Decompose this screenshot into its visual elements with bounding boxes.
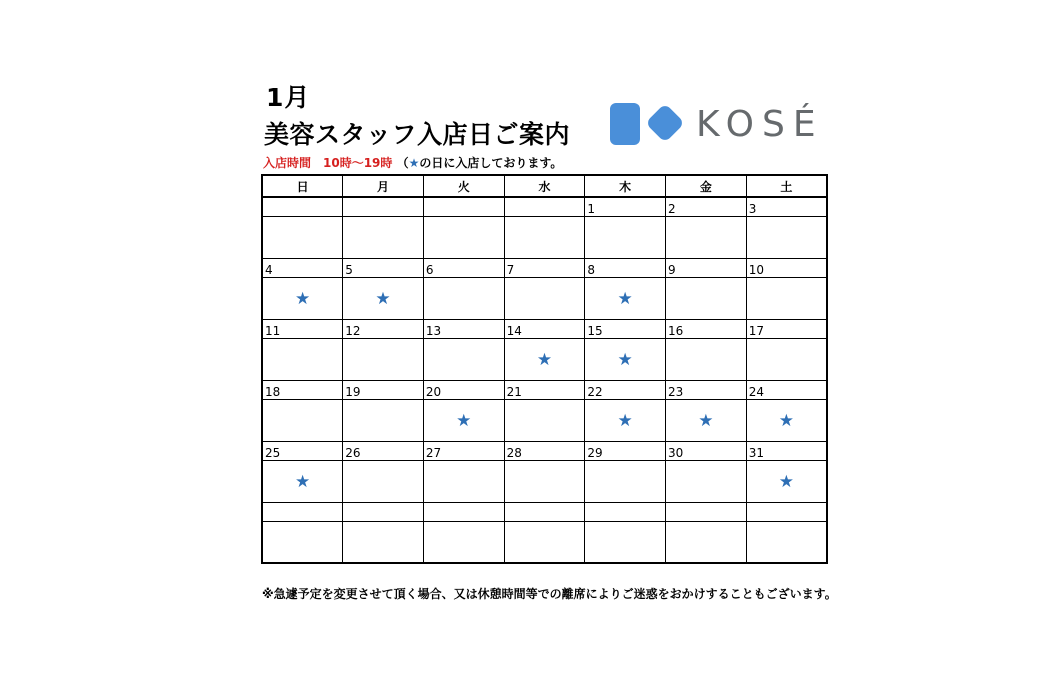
star-icon: ★: [423, 400, 504, 442]
star-icon: ★: [666, 400, 747, 442]
day-number: 12: [343, 320, 424, 339]
week-mark-row: [262, 461, 827, 503]
star-icon: ★: [343, 278, 424, 320]
day-number: 5: [343, 259, 424, 278]
week-mark-row: [262, 217, 827, 259]
weekday-wed: 水: [504, 175, 585, 197]
star-icon: [262, 339, 343, 381]
weekday-thu: 木: [585, 175, 666, 197]
star-icon: [666, 217, 747, 259]
weekday-mon: 月: [343, 175, 424, 197]
star-icon: [666, 278, 747, 320]
day-number: 31: [746, 442, 827, 461]
day-number: 28: [504, 442, 585, 461]
day-number: 6: [423, 259, 504, 278]
star-icon: [746, 339, 827, 381]
star-icon: ★: [262, 278, 343, 320]
star-icon: [343, 217, 424, 259]
star-icon: ★: [585, 339, 666, 381]
star-icon: [746, 522, 827, 564]
day-number: [746, 503, 827, 522]
star-icon: ★: [585, 400, 666, 442]
weekday-sat: 土: [746, 175, 827, 197]
month-heading: 1月: [266, 83, 311, 112]
star-icon: [262, 522, 343, 564]
star-icon: [585, 461, 666, 503]
hours-suffix: の日に入店しております。: [419, 156, 563, 170]
weekday-sun: 日: [262, 175, 343, 197]
day-number: 17: [746, 320, 827, 339]
day-number: [423, 503, 504, 522]
logo-square-icon: [610, 103, 640, 145]
hours-label: 入店時間 10時～19時: [263, 156, 393, 170]
day-number: 13: [423, 320, 504, 339]
day-number: 27: [423, 442, 504, 461]
week-mark-row: [262, 400, 827, 442]
hours-notice: [263, 154, 562, 171]
star-icon: [746, 278, 827, 320]
star-icon: [343, 400, 424, 442]
star-icon: [504, 400, 585, 442]
star-icon: [666, 461, 747, 503]
star-icon: [504, 461, 585, 503]
week-date-row: [262, 320, 827, 339]
day-number: 1: [585, 197, 666, 217]
page-title: 美容スタッフ入店日ご案内: [264, 120, 571, 149]
star-icon: [746, 217, 827, 259]
day-number: 25: [262, 442, 343, 461]
day-number: 22: [585, 381, 666, 400]
day-number: 15: [585, 320, 666, 339]
day-number: 19: [343, 381, 424, 400]
week-mark-row: [262, 339, 827, 381]
day-number: 30: [666, 442, 747, 461]
star-icon: [423, 217, 504, 259]
weekday-fri: 金: [666, 175, 747, 197]
star-icon: [262, 400, 343, 442]
week-mark-row: [262, 278, 827, 320]
day-number: 29: [585, 442, 666, 461]
star-icon: [585, 522, 666, 564]
star-icon: [585, 217, 666, 259]
week-date-row: [262, 503, 827, 522]
star-icon: [423, 522, 504, 564]
day-number: 16: [666, 320, 747, 339]
day-number: 4: [262, 259, 343, 278]
logo-diamond-icon: [646, 104, 684, 142]
star-icon: [262, 217, 343, 259]
day-number: [423, 197, 504, 217]
kose-logo: [610, 101, 825, 147]
day-number: 7: [504, 259, 585, 278]
day-number: [343, 197, 424, 217]
week-mark-row: [262, 522, 827, 564]
star-icon: ★: [746, 400, 827, 442]
footer-note: ※急遽予定を変更させて頂く場合、又は休憩時間等での離席によりご迷惑をおかけすることもございます。: [262, 587, 837, 601]
day-number: 14: [504, 320, 585, 339]
day-number: 9: [666, 259, 747, 278]
star-icon: ★: [408, 156, 420, 170]
star-icon: [423, 339, 504, 381]
day-number: 24: [746, 381, 827, 400]
star-icon: [666, 522, 747, 564]
star-icon: ★: [585, 278, 666, 320]
weekday-header-row: [262, 175, 827, 197]
week-date-row: [262, 381, 827, 400]
week-date-row: [262, 259, 827, 278]
day-number: 18: [262, 381, 343, 400]
star-icon: ★: [262, 461, 343, 503]
star-icon: [504, 522, 585, 564]
week-date-row: [262, 442, 827, 461]
star-icon: [666, 339, 747, 381]
day-number: 11: [262, 320, 343, 339]
star-icon: [343, 461, 424, 503]
star-icon: [343, 522, 424, 564]
star-icon: [504, 217, 585, 259]
day-number: 10: [746, 259, 827, 278]
star-icon: [504, 278, 585, 320]
day-number: 26: [343, 442, 424, 461]
logo-wordmark: KOSÉ: [696, 104, 824, 145]
day-number: [504, 503, 585, 522]
day-number: 20: [423, 381, 504, 400]
weekday-tue: 火: [423, 175, 504, 197]
star-icon: ★: [504, 339, 585, 381]
hours-paren: （: [396, 156, 409, 170]
day-number: 8: [585, 259, 666, 278]
day-number: 21: [504, 381, 585, 400]
day-number: [343, 503, 424, 522]
day-number: [262, 503, 343, 522]
star-icon: [423, 461, 504, 503]
calendar-table: [261, 174, 828, 564]
day-number: 23: [666, 381, 747, 400]
day-number: [585, 503, 666, 522]
star-icon: [423, 278, 504, 320]
week-date-row: [262, 197, 827, 217]
day-number: [504, 197, 585, 217]
star-icon: ★: [746, 461, 827, 503]
day-number: 3: [746, 197, 827, 217]
day-number: [666, 503, 747, 522]
star-icon: [343, 339, 424, 381]
day-number: 2: [666, 197, 747, 217]
day-number: [262, 197, 343, 217]
